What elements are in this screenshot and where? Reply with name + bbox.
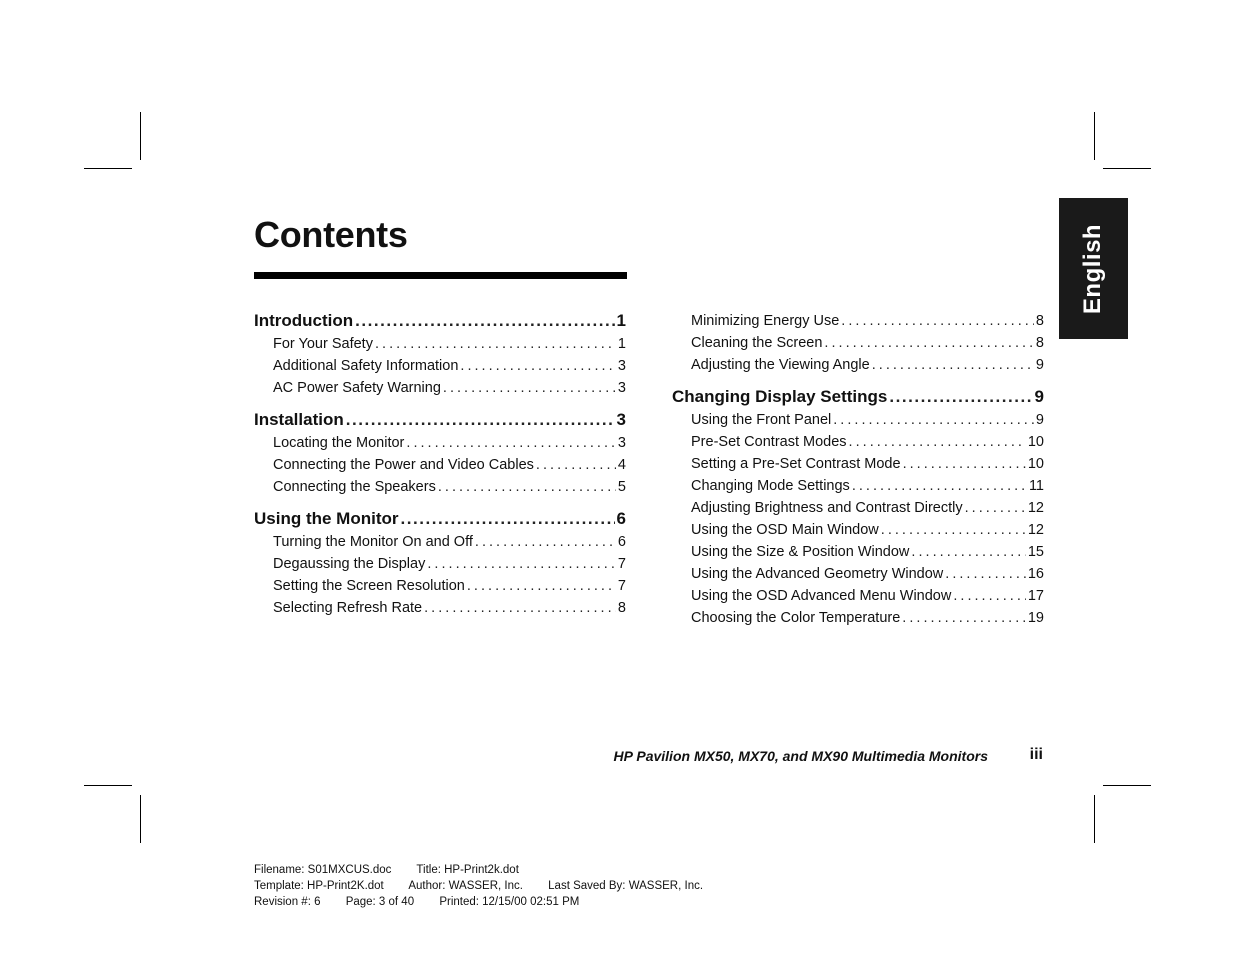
toc-entry[interactable] [254,553,626,575]
leader-dots [903,453,1026,475]
toc-page-number: 1 [617,336,626,352]
leader-dots [881,519,1026,541]
toc-page-number: 4 [617,457,626,473]
toc-group-installation [254,409,626,498]
toc-page-number: 10 [1027,434,1044,450]
toc-entry[interactable] [254,432,626,454]
toc-page-number: 3 [617,358,626,374]
leader-dots [443,377,616,399]
toc-entry[interactable] [254,597,626,619]
toc-entry-label: Connecting the Speakers [273,479,436,495]
leader-dots [406,432,616,454]
toc-entry-label: Using the OSD Main Window [691,522,879,538]
toc-entry[interactable] [672,431,1044,453]
toc-entry[interactable] [672,497,1044,519]
toc-entry[interactable] [254,575,626,597]
footer-last-saved: Last Saved By: WASSER, Inc. [548,880,704,892]
crop-mark-top-left-v [140,112,141,160]
toc-entry[interactable] [254,333,626,355]
toc-chapter-label: Using the Monitor [254,509,399,528]
document-info-footer [254,862,725,910]
leader-dots [945,563,1026,585]
toc-page-number: 3 [617,380,626,396]
language-tab [1059,198,1128,339]
toc-group-introduction [254,310,626,399]
toc-entry[interactable] [254,355,626,377]
crop-mark-bottom-left-v [140,795,141,843]
toc-entry[interactable] [672,354,1044,376]
toc-page-number: 8 [1035,335,1044,351]
toc-chapter-label: Changing Display Settings [672,387,888,406]
footer-author: Author: WASSER, Inc. [408,880,523,892]
toc-entry[interactable] [254,454,626,476]
toc-page-number: 17 [1027,588,1044,604]
toc-page-number: 12 [1027,522,1044,538]
toc-entry-label: Connecting the Power and Video Cables [273,457,534,473]
leader-dots [824,332,1034,354]
leader-dots [375,333,616,355]
crop-mark-top-right-v [1094,112,1095,160]
toc-chapter-introduction[interactable] [254,310,626,332]
crop-mark-bottom-right-v [1094,795,1095,843]
leader-dots [346,409,615,431]
toc-page-number: 3 [616,410,626,429]
toc-chapter-label: Installation [254,410,344,429]
toc-entry[interactable] [672,310,1044,332]
leader-dots [467,575,616,597]
toc-entry-label: AC Power Safety Warning [273,380,441,396]
leader-dots [965,497,1026,519]
toc-group-using-the-monitor [254,508,626,619]
footer-page: Page: 3 of 40 [345,896,415,908]
toc-entry[interactable] [254,377,626,399]
language-tab-label: English [1079,223,1107,314]
toc-entry-label: Using the Front Panel [691,412,832,428]
toc-page-number: 16 [1027,566,1044,582]
toc-entry-label: Setting the Screen Resolution [273,578,465,594]
toc-entry-label: Choosing the Color Temperature [691,610,901,626]
leader-dots [400,508,614,530]
toc-entry[interactable] [672,332,1044,354]
toc-chapter-label: Introduction [254,311,354,330]
toc-chapter-changing-display-settings[interactable] [672,386,1044,408]
page-title: Contents [254,214,408,255]
toc-page-number: 11 [1028,478,1044,494]
footer-row [254,862,725,878]
leader-dots [852,475,1027,497]
toc-entry-label: Setting a Pre-Set Contrast Mode [691,456,901,472]
toc-page-number: 1 [616,311,626,330]
leader-dots [475,531,616,553]
toc-entry-label: Selecting Refresh Rate [273,600,423,616]
footer-title: Title: HP-Print2k.dot [416,864,519,876]
toc-entry-label: Changing Mode Settings [691,478,850,494]
leader-dots [833,409,1034,431]
toc-group-continued [672,310,1044,376]
footer-printed: Printed: 12/15/00 02:51 PM [439,896,580,908]
footer-template: Template: HP-Print2K.dot [254,880,384,892]
toc-entry-label: For Your Safety [273,336,373,352]
page-number: iii [1029,746,1043,763]
toc-entry[interactable] [254,476,626,498]
toc-entry-label: Adjusting the Viewing Angle [691,357,870,373]
toc-entry-label: Using the Advanced Geometry Window [691,566,944,582]
toc-entry[interactable] [672,607,1044,629]
toc-page-number: 12 [1027,500,1044,516]
toc-page-number: 9 [1035,357,1044,373]
toc-entry-label: Additional Safety Information [273,358,459,374]
footer-filename: Filename: S01MXCUS.doc [254,864,392,876]
footer-row [254,894,725,910]
toc-page-number: 10 [1027,456,1044,472]
leader-dots [953,585,1026,607]
toc-entry[interactable] [672,453,1044,475]
leader-dots [427,553,616,575]
toc-entry-label: Turning the Monitor On and Off [273,534,473,550]
toc-entry[interactable] [672,541,1044,563]
toc-page-number: 6 [617,534,626,550]
toc-page-number: 19 [1027,610,1044,626]
leader-dots [841,310,1034,332]
toc-page-number: 7 [617,556,626,572]
footer-revision: Revision #: 6 [254,896,321,908]
toc-right-column [672,310,1044,639]
toc-entry-label: Locating the Monitor [273,435,405,451]
leader-dots [849,431,1026,453]
toc-chapter-installation[interactable] [254,409,626,431]
footer-row [254,878,725,894]
toc-entry[interactable] [672,409,1044,431]
crop-mark-bottom-left-h [84,785,132,786]
crop-mark-top-right-h [1103,168,1151,169]
leader-dots [355,310,614,332]
running-title: HP Pavilion MX50, MX70, and MX90 Multimedia Monitors [613,748,988,764]
toc-entry-label: Using the OSD Advanced Menu Window [691,588,952,604]
toc-entry-label: Adjusting Brightness and Contrast Directly [691,500,963,516]
toc-entry-label: Cleaning the Screen [691,335,823,351]
toc-page-number: 7 [617,578,626,594]
toc-page-number: 9 [1034,387,1044,406]
toc-entry[interactable] [672,519,1044,541]
toc-entry[interactable] [672,475,1044,497]
toc-page-number: 8 [617,600,626,616]
leader-dots [424,597,616,619]
toc-entry[interactable] [672,563,1044,585]
leader-dots [460,355,616,377]
toc-page-number: 5 [617,479,626,495]
leader-dots [872,354,1034,376]
toc-page-number: 8 [1035,313,1044,329]
toc-page-number: 6 [616,509,626,528]
leader-dots [902,607,1026,629]
toc-group-changing-display-settings [672,386,1044,629]
leader-dots [438,476,616,498]
toc-entry-label: Using the Size & Position Window [691,544,910,560]
leader-dots [536,454,616,476]
crop-mark-top-left-h [84,168,132,169]
title-rule [254,272,627,279]
toc-entry-label: Minimizing Energy Use [691,313,840,329]
toc-entry[interactable] [672,585,1044,607]
leader-dots [889,386,1032,408]
leader-dots [911,541,1025,563]
toc-left-column [254,310,626,629]
crop-mark-bottom-right-h [1103,785,1151,786]
toc-entry[interactable] [254,531,626,553]
toc-chapter-using-the-monitor[interactable] [254,508,626,530]
toc-page-number: 15 [1027,544,1044,560]
toc-page-number: 3 [617,435,626,451]
toc-page-number: 9 [1035,412,1044,428]
toc-entry-label: Degaussing the Display [273,556,426,572]
toc-entry-label: Pre-Set Contrast Modes [691,434,847,450]
